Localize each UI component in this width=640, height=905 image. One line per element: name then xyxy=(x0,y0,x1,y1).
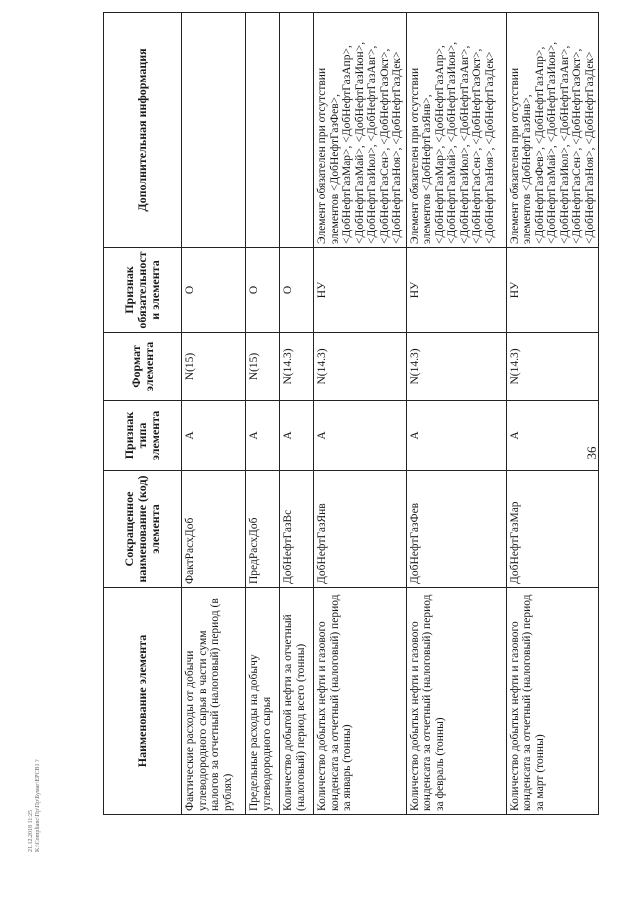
cell-type: А xyxy=(182,401,246,471)
footer-file-path: K:\Complianc\Пр\Пр\Бумаг\ЕРСВ1 ? xyxy=(35,759,41,852)
table-row xyxy=(280,13,314,815)
header-additional-info: Дополнительная информация xyxy=(104,13,182,248)
cell-code: ПредРасхДоб xyxy=(246,471,280,588)
cell-info xyxy=(246,13,280,248)
cell-required: НУ xyxy=(506,248,599,333)
cell-info xyxy=(280,13,314,248)
cell-code: ДобНефтГазМар xyxy=(506,471,599,588)
cell-required: НУ xyxy=(314,248,407,333)
header-element-code: Сокращенное наименование (код) элемента xyxy=(104,471,182,588)
cell-code: ФактРасхДоб xyxy=(182,471,246,588)
table-header-row xyxy=(104,13,182,815)
page-number: 36 xyxy=(584,446,599,460)
cell-format: N(14.3) xyxy=(314,333,407,401)
cell-code: ДобНефтГазЯнв xyxy=(314,471,407,588)
table-row xyxy=(246,13,280,815)
element-table xyxy=(103,12,599,815)
header-element-type: Признак типа элемента xyxy=(104,401,182,471)
cell-type: А xyxy=(406,401,506,471)
cell-format: N(15) xyxy=(246,333,280,401)
cell-required: О xyxy=(182,248,246,333)
header-element-required: Признак обязательности элемента xyxy=(104,248,182,333)
cell-type: А xyxy=(246,401,280,471)
table-row xyxy=(314,13,407,815)
cell-type: А xyxy=(280,401,314,471)
cell-required: О xyxy=(246,248,280,333)
table-row xyxy=(182,13,246,815)
cell-info: Элемент обязателен при отсутствии элементов <ДобНефтГазЯнв>, <ДобНефтГазМар>, <ДобНефтГазАпр>, <ДобНефтГазМай>, <ДобНефтГазИюн>, <ДобНефтГазИюл>, <ДобНефтГазАвг>, <ДобНефтГазСен>, <ДобНефтГазОкт>, <ДобНефтГазНоя>, <ДобНефтГазДек> xyxy=(406,13,506,248)
cell-required: О xyxy=(280,248,314,333)
cell-info: Элемент обязателен при отсутствии элементов <ДобНефтГазФев>, <ДобНефтГазМар>, <ДобНефтГазАпр>, <ДобНефтГазМай>, <ДобНефтГазИюн>, <ДобНефтГазИюл>, <ДобНефтГазАвг>, <ДобНефтГазСен>, <ДобНефтГазОкт>, <ДобНефтГазНоя>, <ДобНефтГазДек> xyxy=(314,13,407,248)
cell-format: N(14.3) xyxy=(280,333,314,401)
cell-type: А xyxy=(314,401,407,471)
cell-required: НУ xyxy=(406,248,506,333)
table-row xyxy=(506,13,599,815)
header-element-name: Наименование элемента xyxy=(104,588,182,815)
cell-name: Количество добытых нефти и газового конденсата за отчетный (налоговый) период за январь (тонны) xyxy=(314,588,407,815)
cell-info xyxy=(182,13,246,248)
cell-name: Предельные расходы на добычу углеводородного сырья xyxy=(246,588,280,815)
cell-format: N(15) xyxy=(182,333,246,401)
page-footer xyxy=(28,652,48,852)
cell-type: А xyxy=(506,401,599,471)
cell-format: N(14.3) xyxy=(506,333,599,401)
cell-format: N(14.3) xyxy=(406,333,506,401)
cell-name: Количество добытых нефти и газового конденсата за отчетный (налоговый) период за февраль (тонны) xyxy=(406,588,506,815)
header-element-format: Формат элемента xyxy=(104,333,182,401)
cell-name: Количество добытой нефти за отчетный (налоговый) период всего (тонны) xyxy=(280,588,314,815)
footer-timestamp: 21.12.2018 11:25 xyxy=(28,810,34,852)
table-row xyxy=(406,13,506,815)
cell-name: Фактические расходы от добычи углеводородного сырья в части сумм налогов за отчетный (налоговый) период (в рублях) xyxy=(182,588,246,815)
cell-code: ДобНефтГазВс xyxy=(280,471,314,588)
cell-name: Количество добытых нефти и газового конденсата за отчетный (налоговый) период за март (тонны) xyxy=(506,588,599,815)
cell-info: Элемент обязателен при отсутствии элементов <ДобНефтГазЯнв>, <ДобНефтГазФев>, <ДобНефтГазАпр>, <ДобНефтГазМай>, <ДобНефтГазИюн>, <ДобНефтГазИюл>, <ДобНефтГазАвг>, <ДобНефтГазСен>, <ДобНефтГазОкт>, <ДобНефтГазНоя>, <ДобНефтГазДек> xyxy=(506,13,599,248)
cell-code: ДобНефтГазФев xyxy=(406,471,506,588)
